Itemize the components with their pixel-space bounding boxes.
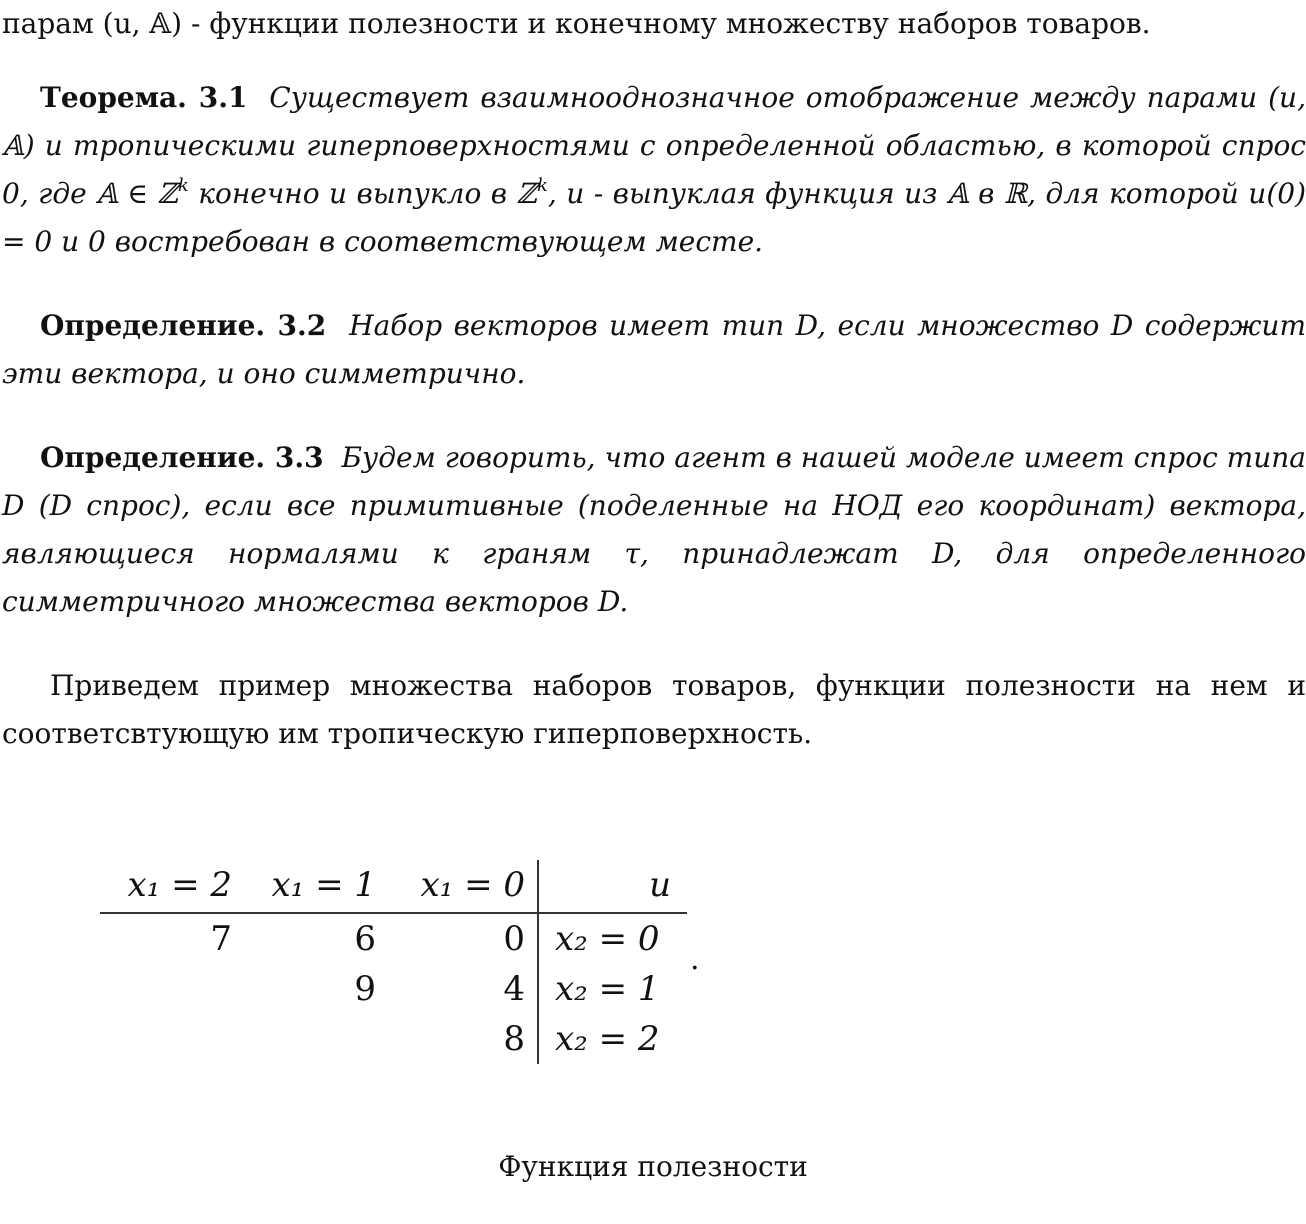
definition-3-3-text: Будем говорить, что агент в нашей моделе имеет спрос типа D (D спрос), если все примитивные (поделенные на НОД его координат) вектора, являющиеся нормалями к граням τ, принадлежат D, для определенного симметричного множества векторов D.: [2, 441, 1306, 618]
utility-table: [100, 860, 687, 1064]
theorem-sup-2: k: [536, 175, 548, 196]
table-cell: 8: [503, 1019, 525, 1059]
table-cell: 4: [503, 969, 525, 1009]
row-label: x₂ = 1: [538, 964, 687, 1014]
table-cell: 0: [503, 919, 525, 959]
theorem-sup-1: k: [177, 175, 189, 196]
table-cell: [100, 1014, 244, 1064]
table-cell: 7: [210, 919, 232, 959]
table-row: [100, 1014, 687, 1064]
header-u: u: [538, 860, 687, 913]
table-trailing-period: .: [690, 942, 700, 977]
header-x1-2: x₁ = 2: [100, 860, 244, 913]
utility-table-wrapper: [100, 860, 700, 1060]
theorem-text-1: Существует взаимнооднозначное отображение между парами (u, 𝔸) и тропическими гиперповерхностями с определенной областью, в которой спрос 0, где 𝔸 ∈ ℤ: [2, 81, 1306, 210]
definition-3-2-block: [2, 302, 1306, 398]
theorem-text-3: , u - выпуклая функция из 𝔸 в ℝ, для которой u(0) = 0 и 0 востребован в соответствующем месте.: [2, 177, 1306, 258]
top-line: парам (u, 𝔸) - функции полезности и конечному множеству наборов товаров.: [2, 7, 1151, 40]
table-row: [100, 913, 687, 964]
row-label: x₂ = 2: [538, 1014, 687, 1064]
example-paragraph-block: [2, 662, 1306, 758]
definition-3-3-block: [2, 434, 1306, 626]
theorem-text-2: конечно и выпукло в ℤ: [188, 177, 537, 210]
figure-caption: Функция полезности: [498, 1150, 808, 1183]
example-paragraph: Приведем пример множества наборов товаров, функции полезности на нем и соответсвтующую им тропическую гиперповерхность.: [2, 669, 1306, 750]
definition-3-3-label: Определение. 3.3: [40, 441, 324, 474]
row-label: x₂ = 0: [538, 913, 687, 964]
table-header-row: [100, 860, 687, 913]
theorem-block: [2, 74, 1306, 266]
header-x1-1: x₁ = 1: [244, 860, 388, 913]
table-row: [100, 964, 687, 1014]
table-cell: [244, 1014, 388, 1064]
definition-3-2-label: Определение. 3.2: [40, 309, 327, 342]
table-cell: 6: [354, 919, 376, 959]
table-cell: [100, 964, 244, 1014]
header-x1-0: x₁ = 0: [388, 860, 538, 913]
theorem-label: Теорема. 3.1: [40, 81, 248, 114]
table-cell: 9: [354, 969, 376, 1009]
definition-3-2-text: Набор векторов имеет тип D, если множество D содержит эти вектора, и оно симметрично.: [2, 309, 1306, 390]
